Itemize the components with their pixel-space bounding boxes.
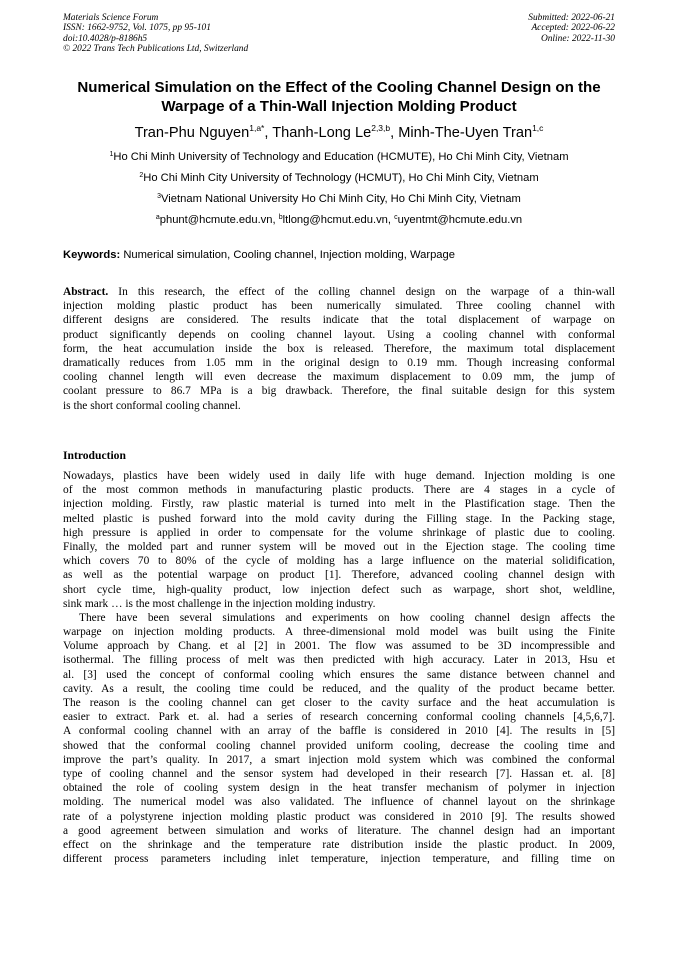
intro-line: obtained the role of cooling system design in the heat transfer mechanism of polymer in injection — [63, 782, 615, 795]
journal-doi: doi:10.4028/p-8186h5 — [63, 33, 148, 44]
intro-line: of the most common methods in manufacturing plastic products. There are 4 stages in a cycle of — [63, 484, 615, 497]
intro-line: improve the part’s quality. In 2017, a smart injection mold system which was combined the conformal — [63, 753, 615, 766]
paper-title: Numerical Simulation on the Effect of the Cooling Channel Design on the Warpage of a Thin-Wall Injection Molding Product — [77, 79, 601, 115]
author-sup: 1,a* — [249, 123, 265, 133]
email-link[interactable]: phunt@hcmute.edu.vn — [159, 214, 273, 226]
keywords-label: Keywords: — [63, 249, 121, 261]
intro-line: easier to extract. Park et. al. had a series of research concerning conformal cooling channels [4,5,6,7]. — [63, 711, 615, 724]
affiliation-sup: 2 — [139, 172, 144, 179]
intro-line: al. [3] used the concept of conformal cooling which ensures the same distance between channel and — [63, 668, 615, 681]
abstract-line: dramatically reduces from 1.05 mm in the original design to 0.19 mm. Though increasing conformal — [63, 356, 615, 369]
intro-line: A conformal cooling channel with an array of the baffle is considered in 2010 [4]. The results in [5] — [63, 725, 615, 738]
email-link[interactable]: ltlong@hcmut.edu.vn — [282, 214, 388, 226]
author-name: Tran-Phu Nguyen — [134, 125, 250, 141]
abstract-label: Abstract. — [63, 286, 109, 298]
email-sup: b — [278, 214, 283, 221]
intro-line: sink mark … is the most challenge in the injection molding industry. — [63, 597, 376, 610]
introduction-body — [63, 469, 615, 866]
abstract-line: is the short conformal cooling channel. — [63, 399, 241, 412]
online-date: Online: 2022-11-30 — [540, 33, 615, 44]
intro-line: type of cooling channel and the sensor system had developed in their research [7]. Hassan et. al. [8] — [63, 767, 615, 780]
intro-line: rate of a polystyrene injection molding plastic product was considered in 2010 [9]. The results showed — [63, 810, 615, 823]
intro-line: effect on the shrinkage and the temperature rate distribution inside the plastic product. In 2009, — [63, 838, 615, 851]
affiliation-2 — [40, 172, 638, 185]
intro-line: There have been several simulations and experiments on how cooling channel design affects the — [79, 611, 615, 624]
intro-line: melted plastic is pushed forward into the mold cavity during the Filling stage. In the Packing stage, — [63, 512, 615, 525]
abstract — [63, 285, 615, 413]
author-name: Minh-The-Uyen Tran — [398, 125, 533, 141]
affiliation-sup: 3 — [157, 193, 162, 200]
journal-issn: ISSN: 1662-9752, Vol. 1075, pp 95-101 — [63, 23, 211, 34]
affiliation-1 — [40, 151, 638, 164]
affiliation-text: Vietnam National University Ho Chi Minh City, Ho Chi Minh City, Vietnam — [161, 193, 521, 205]
intro-line: Finally, the molded part and runner system will be moved out in the Ejection stage. The cooling time — [63, 540, 615, 553]
intro-line: showed that the conformal cooling channel provided uniform cooling, decrease the cooling time and — [63, 739, 615, 752]
abstract-line: cooling channel length will even decrease the maximum displacement to 0.09 mm, the jump of — [63, 371, 615, 384]
intro-line: isothermal. The filling process of melt was then predicted with high accuracy. Later in 2013, Hsu et — [63, 654, 615, 667]
intro-line: cavity. As a result, the cooling time could be reduced, and the quality of the product became better. — [63, 682, 615, 695]
journal-copyright: © 2022 Trans Tech Publications Ltd, Switzerland — [63, 44, 249, 55]
keywords-text: Numerical simulation, Cooling channel, Injection molding, Warpage — [123, 249, 455, 261]
affiliation-sup: 1 — [109, 151, 114, 158]
author-sup: 2,3,b — [371, 123, 391, 133]
email-sup: a — [155, 214, 160, 221]
accepted-date: Accepted: 2022-06-22 — [531, 23, 615, 34]
intro-line: a good agreement between simulation and works of literature. The channel design had an important — [63, 824, 615, 837]
intro-line: which covers 70 to 80% of the cycle of molding has a large influence on the material solidification, — [63, 555, 615, 568]
intro-line: Volume approach by Chang. et al [2] in 2001. The flow was assumed to be 3D incompressible and — [63, 640, 615, 653]
email-link[interactable]: uyentmt@hcmute.edu.vn — [397, 214, 523, 226]
affiliation-3 — [40, 193, 638, 206]
abstract-text: In this research, the effect of the colling channel design on the warpage of a thin-wall — [118, 286, 615, 298]
journal-info — [63, 13, 248, 55]
author-sup: 1,c — [532, 123, 544, 133]
affiliation-text: Ho Chi Minh City University of Technology (HCMUT), Ho Chi Minh City, Vietnam — [143, 172, 539, 184]
author-list: Tran-Phu Nguyen$^{1,a*}$, Thanh-Long Le$^{2,3,b}$, Minh-The-Uyen Tran$^{1,c}$ — [134, 123, 544, 141]
intro-line: molding. The numerical model was also validated. The influence of channel layout on the shrinkage — [63, 796, 615, 809]
author-name: Thanh-Long Le — [272, 125, 372, 141]
intro-line: high pressure is applied in order to compensate for the volume shrinkage of plastic due to cooling. — [63, 526, 615, 539]
intro-line: as well as the potential warpage on product [1]. Therefore, advanced cooling channel design with — [63, 569, 615, 582]
abstract-line — [63, 285, 615, 299]
abstract-line: coolant pressure to 86.7 MPa is a big drawback. Therefore, the final suitable design for this system — [63, 385, 615, 398]
intro-line: warpage on injection molding products. A three-dimensional mold model was built using the Finite — [63, 626, 615, 639]
submission-dates — [528, 13, 615, 44]
journal-name: Materials Science Forum — [63, 13, 159, 23]
intro-line: injection molding. Firstly, raw plastic material is turned into melt in the Plastification stage. Then the — [63, 498, 615, 511]
email-sup: c — [394, 214, 398, 221]
intro-line: short cycle time, high-quality product, low injection defect such as warpage, short shot, weldline, — [63, 583, 615, 596]
affiliation-text: Ho Chi Minh University of Technology and Education (HCMUTE), Ho Chi Minh City, Vietnam — [113, 151, 569, 163]
intro-line: Nowadays, plastics have been widely used in daily life with huge demand. Injection molding is one — [63, 470, 615, 482]
abstract-line: product significantly depends on cooling channel layout. Using a cooling channel with conformal — [63, 328, 615, 341]
author-emails: $^a$phunt@hcmute.edu.vn, $^b$ltlong@hcmut.edu.vn, $^c$uyentmt@hcmute.edu.vn — [155, 214, 523, 226]
intro-line: The reason is the cooling channel can get closer to the cavity surface and the heat accumulation is — [63, 697, 615, 709]
intro-line: different process parameters including inlet temperature, injection temperature, and filling time on — [63, 853, 615, 866]
abstract-line: injection molding plastic product has been numerically simulated. Three cooling channel with — [63, 300, 615, 313]
keywords — [63, 249, 615, 262]
submitted-date: Submitted: 2022-06-21 — [528, 13, 615, 23]
introduction-heading: Introduction — [63, 449, 126, 462]
abstract-line: form, the heat accumulation inside the box is released. Therefore, the maximum total displacement — [63, 342, 615, 355]
abstract-line: different designs are considered. The results indicate that the total displacement of warpage on — [63, 314, 615, 327]
